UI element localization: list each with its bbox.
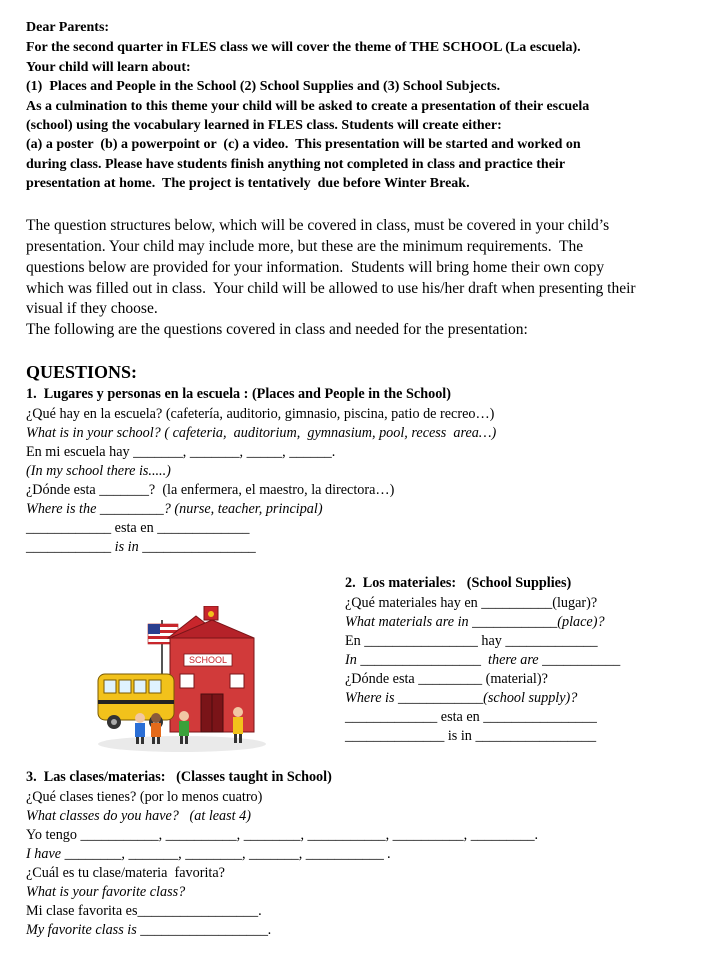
section1-title: 1. Lugares y personas en la escuela : (Places and People in the School) bbox=[26, 386, 451, 402]
section3-line: What is your favorite class? bbox=[26, 884, 186, 900]
section1-line: Where is the _________? (nurse, teacher, principal) bbox=[26, 501, 323, 517]
section1-line: En mi escuela hay _______, _______, _____, ______. bbox=[26, 444, 336, 460]
section2-line: ¿Qué materiales hay en __________(lugar)? bbox=[345, 595, 598, 611]
section1-line: ____________ is in ________________ bbox=[26, 539, 256, 555]
section3-line: ¿Qué clases tienes? (por lo menos cuatro) bbox=[26, 789, 263, 805]
info-line: The following are the questions covered in class and needed for the presentation: bbox=[26, 321, 528, 338]
greeting: Dear Parents: bbox=[26, 20, 110, 35]
info-line: which was filled out in class. Your child will be allowed to use his/her draft when presenting their bbox=[26, 280, 636, 297]
section1-line: ¿Qué hay en la escuela? (cafetería, auditorio, gimnasio, piscina, patio de recreo…) bbox=[26, 406, 495, 422]
intro-line: (a) a poster (b) a powerpoint or (c) a video. This presentation will be started and worked on bbox=[26, 137, 581, 152]
intro-line: presentation at home. The project is tentatively due before Winter Break. bbox=[26, 176, 470, 191]
section3-line: Mi clase favorita es_________________. bbox=[26, 903, 262, 919]
section1-line: ¿Dónde esta _______? (la enfermera, el maestro, la directora…) bbox=[26, 482, 395, 498]
info-line: visual if they choose. bbox=[26, 300, 158, 317]
info-line: presentation. Your child may include more, but these are the minimum requirements. The bbox=[26, 238, 584, 255]
school-bus-illustration bbox=[96, 606, 268, 752]
section3-line: ¿Cuál es tu clase/materia favorita? bbox=[26, 865, 225, 881]
section2-line: ¿Dónde esta _________ (material)? bbox=[345, 671, 548, 687]
school-sign: SCHOOL bbox=[188, 655, 228, 665]
section2-line: En ________________ hay _____________ bbox=[345, 633, 598, 649]
info-line: questions below are provided for your information. Students will bring home their own copy bbox=[26, 259, 605, 276]
section2-line: What materials are in ____________(place)? bbox=[345, 614, 605, 630]
section3-line: I have ________, _______, ________, _______, ___________ . bbox=[26, 846, 391, 862]
section2-line: Where is ____________(school supply)? bbox=[345, 690, 578, 706]
intro-line: As a culmination to this theme your child will be asked to create a presentation of their escuela bbox=[26, 99, 590, 114]
intro-line: during class. Please have students finish anything not completed in class and practice their bbox=[26, 157, 566, 172]
intro-line: For the second quarter in FLES class we will cover the theme of THE SCHOOL (La escuela). bbox=[26, 40, 581, 55]
intro-line: (1) Places and People in the School (2) School Supplies and (3) School Subjects. bbox=[26, 79, 501, 94]
intro-line: (school) using the vocabulary learned in FLES class. Students will create either: bbox=[26, 118, 502, 133]
section3-line: Yo tengo ___________, __________, ________, ___________, __________, _________. bbox=[26, 827, 539, 843]
section2-line: ______________ is in _________________ bbox=[345, 728, 597, 744]
section3-line: What classes do you have? (at least 4) bbox=[26, 808, 251, 824]
info-line: The question structures below, which will be covered in class, must be covered in your child’s bbox=[26, 217, 610, 234]
section1-line: (In my school there is.....) bbox=[26, 463, 171, 479]
section2-title: 2. Los materiales: (School Supplies) bbox=[345, 575, 572, 591]
section3-line: My favorite class is __________________. bbox=[26, 922, 272, 938]
section3-title: 3. Las clases/materias: (Classes taught in School) bbox=[26, 769, 332, 785]
section1-line: ____________ esta en _____________ bbox=[26, 520, 250, 536]
section1-line: What is in your school? ( cafeteria, auditorium, gymnasium, pool, recess area…) bbox=[26, 425, 497, 441]
section2-line: In _________________ there are ___________ bbox=[345, 652, 621, 668]
questions-heading: QUESTIONS: bbox=[26, 362, 138, 382]
section2-line: _____________ esta en ________________ bbox=[345, 709, 597, 725]
intro-line: Your child will learn about: bbox=[26, 60, 191, 75]
